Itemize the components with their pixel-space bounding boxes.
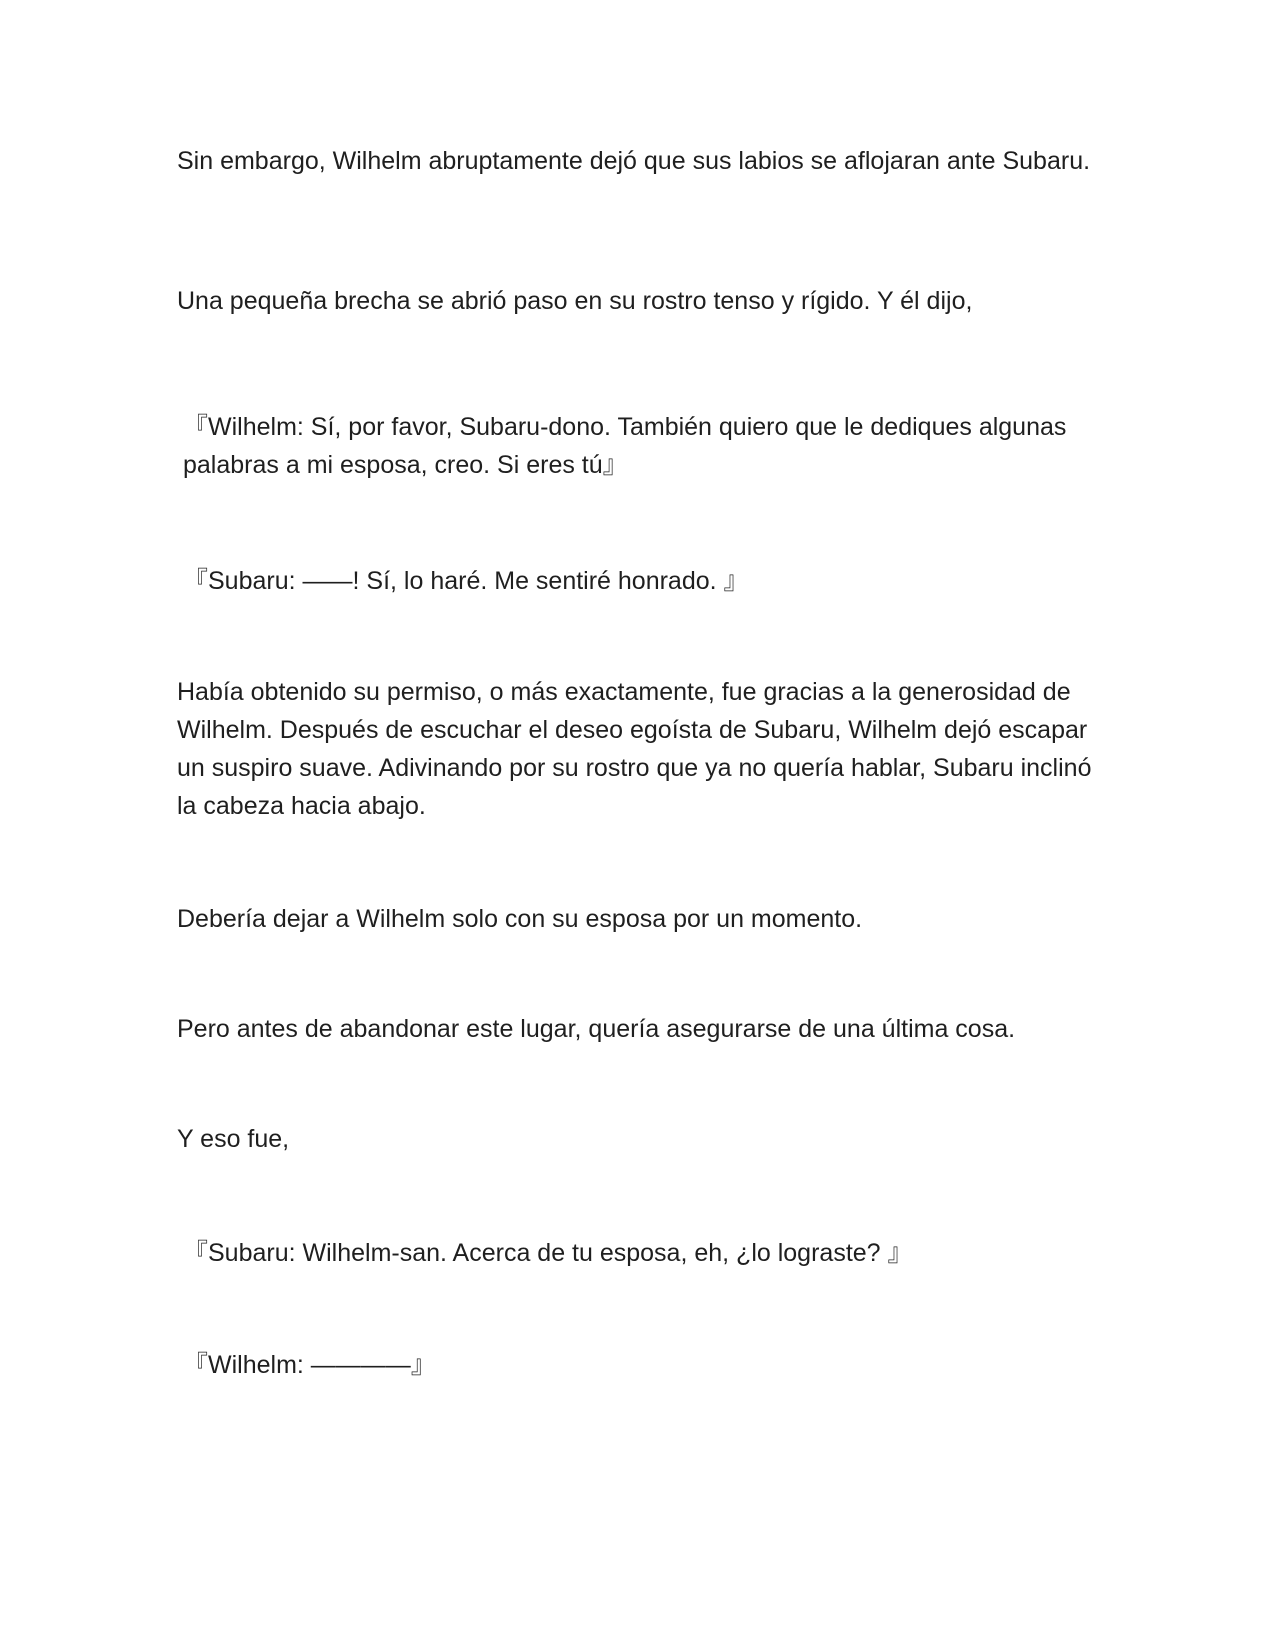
paragraph-2: Una pequeña brecha se abrió paso en su rostro tenso y rígido. Y él dijo,	[177, 287, 973, 315]
dialogue-wilhelm-2: 『Wilhelm: ————』	[183, 1351, 436, 1379]
paragraph-6: Y eso fue,	[177, 1125, 290, 1153]
dialogue-subaru-2: 『Subaru: Wilhelm-san. Acerca de tu esposa, eh, ¿lo lograste? 』	[183, 1239, 913, 1267]
paragraph-3: Había obtenido su permiso, o más exactamente, fue gracias a la generosidad de Wilhelm. Después de escuchar el deseo egoísta de Subaru, Wilhelm dejó escapar un suspiro suave. Adivinando por su rostro que ya no quería hablar, Subaru inclinó la cabeza hacia abajo.	[177, 678, 1092, 820]
dialogue-wilhelm-1: 『Wilhelm: Sí, por favor, Subaru-dono. También quiero que le dediques algunas palabras a mi esposa, creo. Si eres tú』	[183, 413, 1067, 479]
paragraph-4: Debería dejar a Wilhelm solo con su esposa por un momento.	[177, 905, 863, 933]
dialogue-subaru-1: 『Subaru: ——! Sí, lo haré. Me sentiré honrado. 』	[183, 567, 749, 595]
paragraph-1: Sin embargo, Wilhelm abruptamente dejó que sus labios se aflojaran ante Subaru.	[177, 147, 1091, 175]
paragraph-5: Pero antes de abandonar este lugar, quería asegurarse de una última cosa.	[177, 1015, 1016, 1043]
